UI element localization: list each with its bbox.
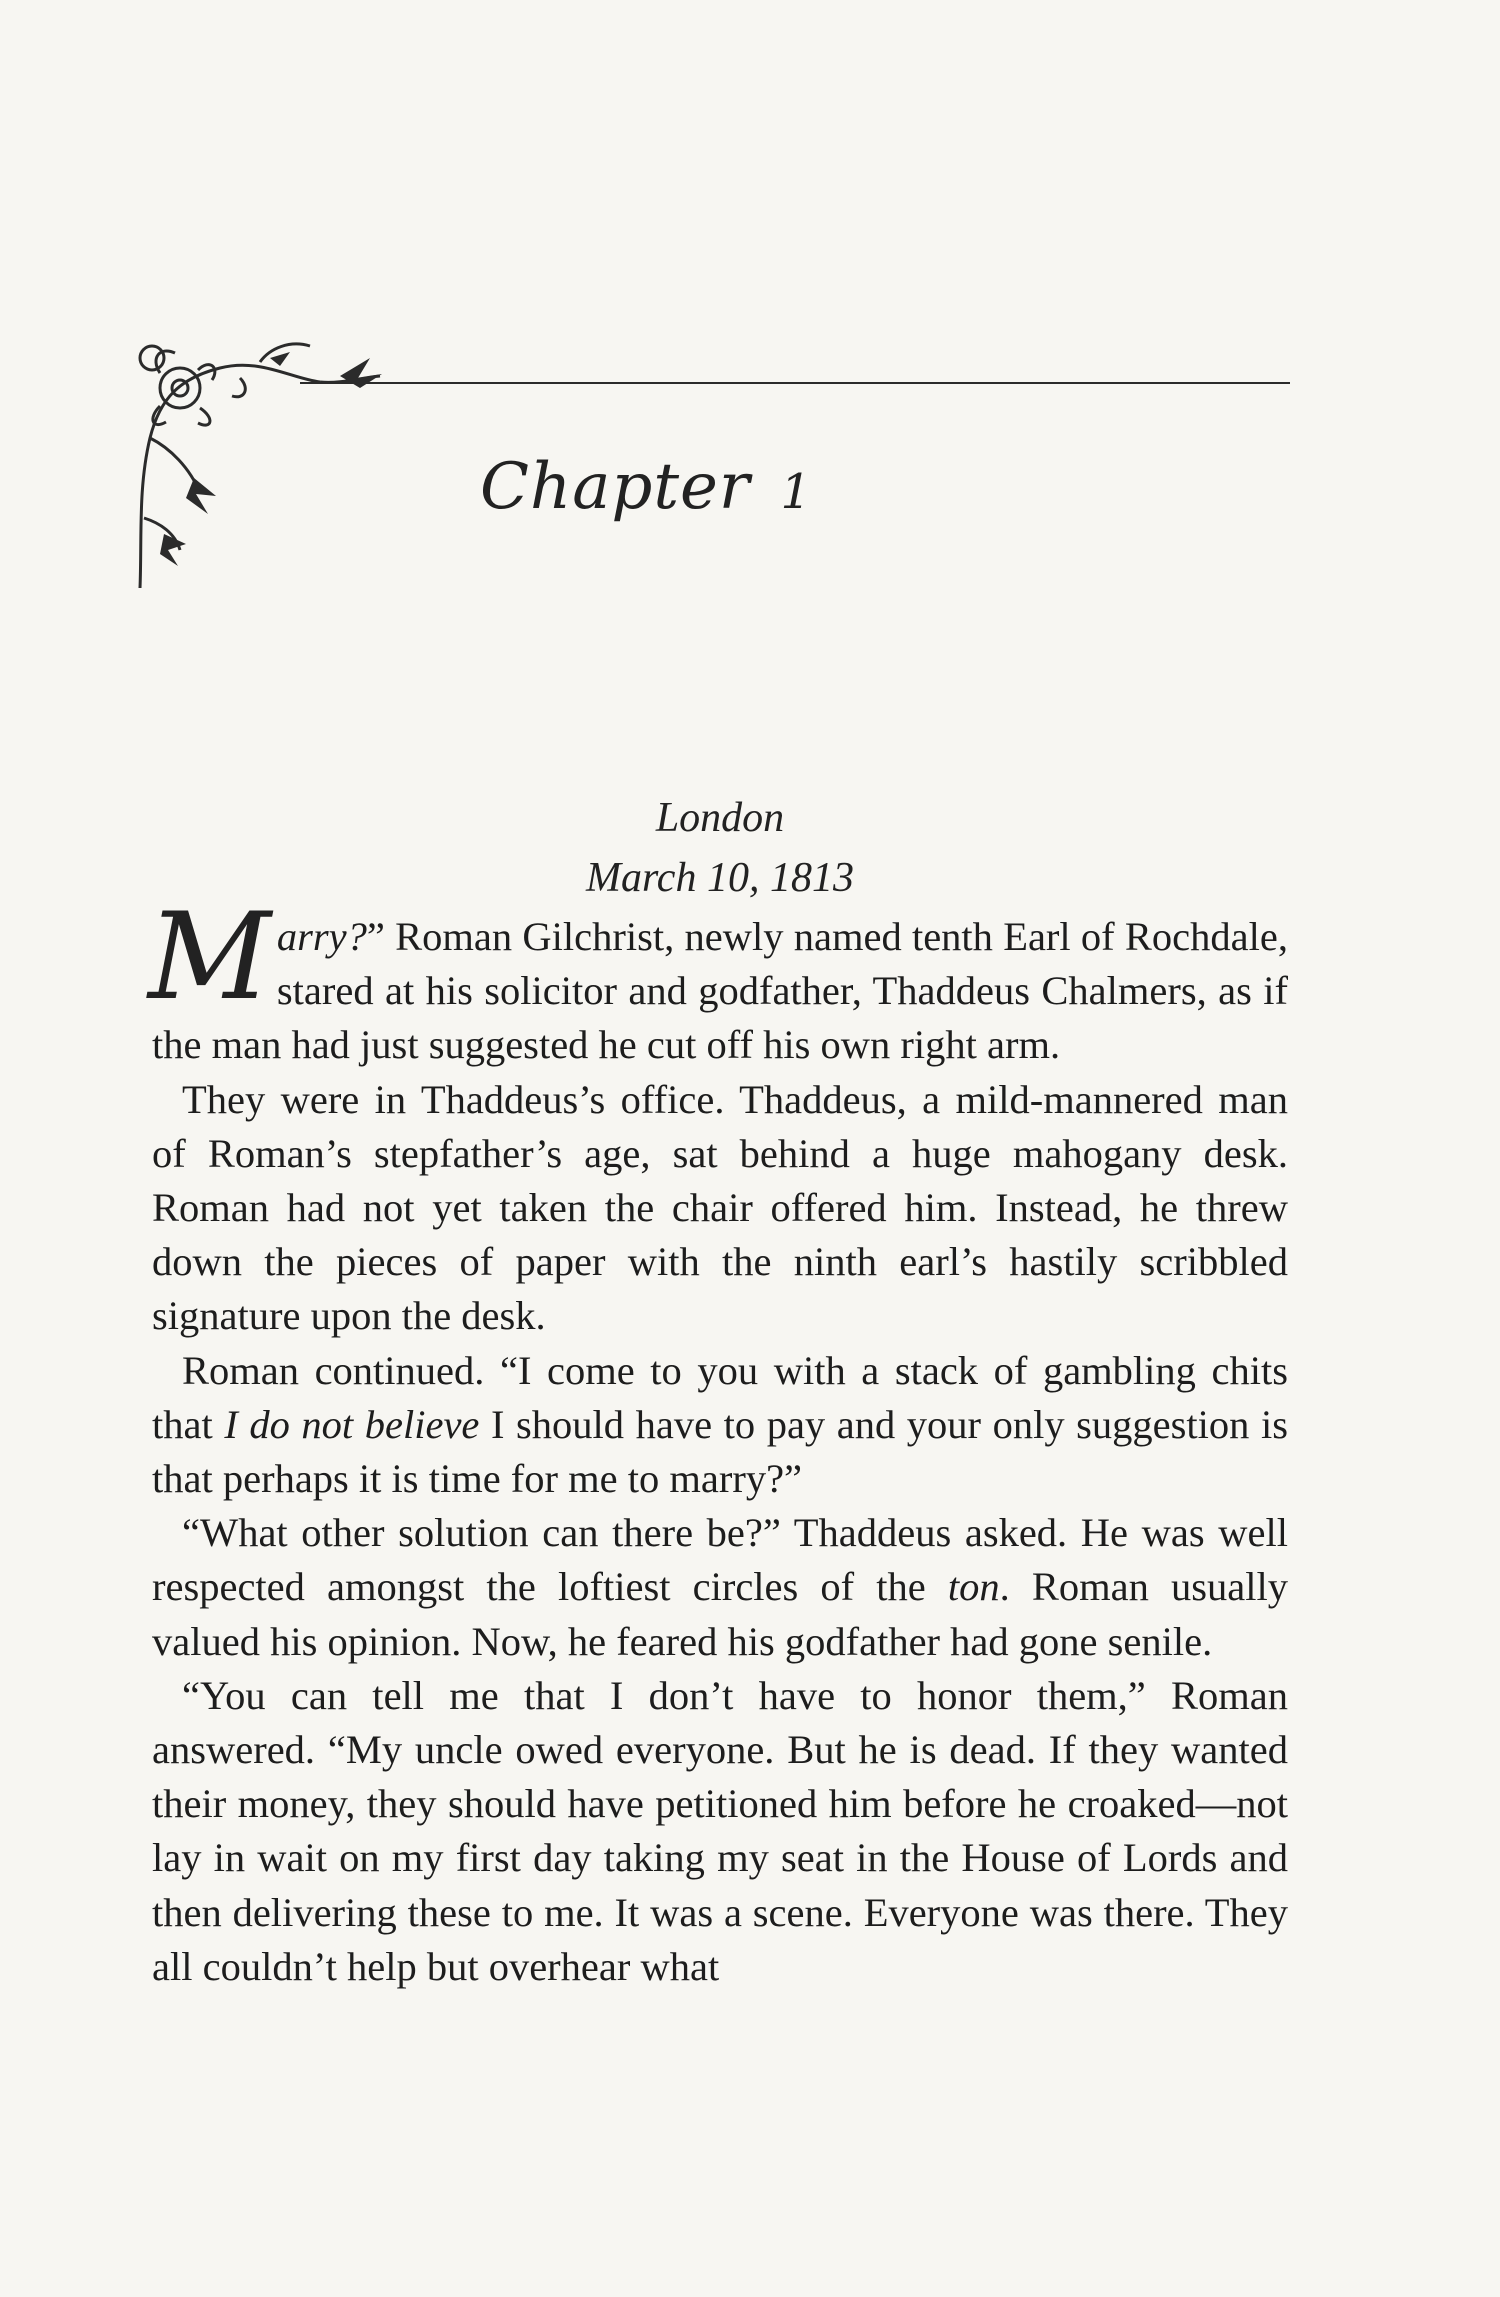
paragraph — [152, 1344, 1288, 1507]
chapter-number: 1 — [780, 464, 813, 520]
paragraph-text: Roman continued. “I come to you with a stack of gambling chits that — [152, 1347, 1288, 1447]
header-rule — [300, 382, 1290, 384]
opening-first-word: arry? — [276, 914, 367, 959]
paragraph-text: “What other solution can there be?” Thaddeus asked. He was well respected amongst the loftiest circles of the — [152, 1510, 1288, 1610]
dateline-place: London — [655, 795, 785, 841]
paragraph-text: I should have to pay and your only suggestion is that perhaps it is time for me to marry?” — [152, 1401, 1289, 1502]
paragraph-opening — [148, 888, 1288, 1073]
dateline-date: March 10, 1813 — [586, 855, 854, 901]
opening-text: ” Roman Gilchrist, newly named tenth Earl of Rochdale, stared at his solicitor and godfather, Thaddeus Chalmers, as if the man had just suggested he cut off his own right arm. — [152, 914, 1288, 1068]
chapter-heading — [480, 450, 812, 524]
paragraph-emphasis: I do not believe — [224, 1401, 480, 1447]
paragraph-text: . Roman usually valued his opinion. Now, he feared his godfather had gone senile. — [152, 1564, 1288, 1664]
paragraph: They were in Thaddeus’s office. Thaddeus, a mild-mannered man of Roman’s stepfather’s age, sat behind a huge mahogany desk. Roman had not yet taken the chair offered him. Instead, he threw down the pieces of paper with the ninth earl’s hastily scribbled signature upon the desk. — [152, 1076, 1288, 1339]
drop-cap: M — [148, 888, 271, 1027]
chapter-label: Chapter — [480, 450, 751, 524]
paragraph: “You can tell me that I don’t have to honor them,” Roman answered. “My uncle owed everyone. But he is dead. If they wanted their money, they should have petitioned him before he croaked—not lay in wait on my first day taking my seat in the House of Lords and then delivering these to me. It was a scene. Everyone was there. They all couldn’t help but overhear what — [152, 1672, 1288, 1989]
paragraph-emphasis: ton — [947, 1564, 1000, 1610]
body-text — [148, 888, 1289, 1994]
floral-corner-ornament-icon — [120, 318, 420, 598]
paragraph — [152, 1506, 1288, 1669]
